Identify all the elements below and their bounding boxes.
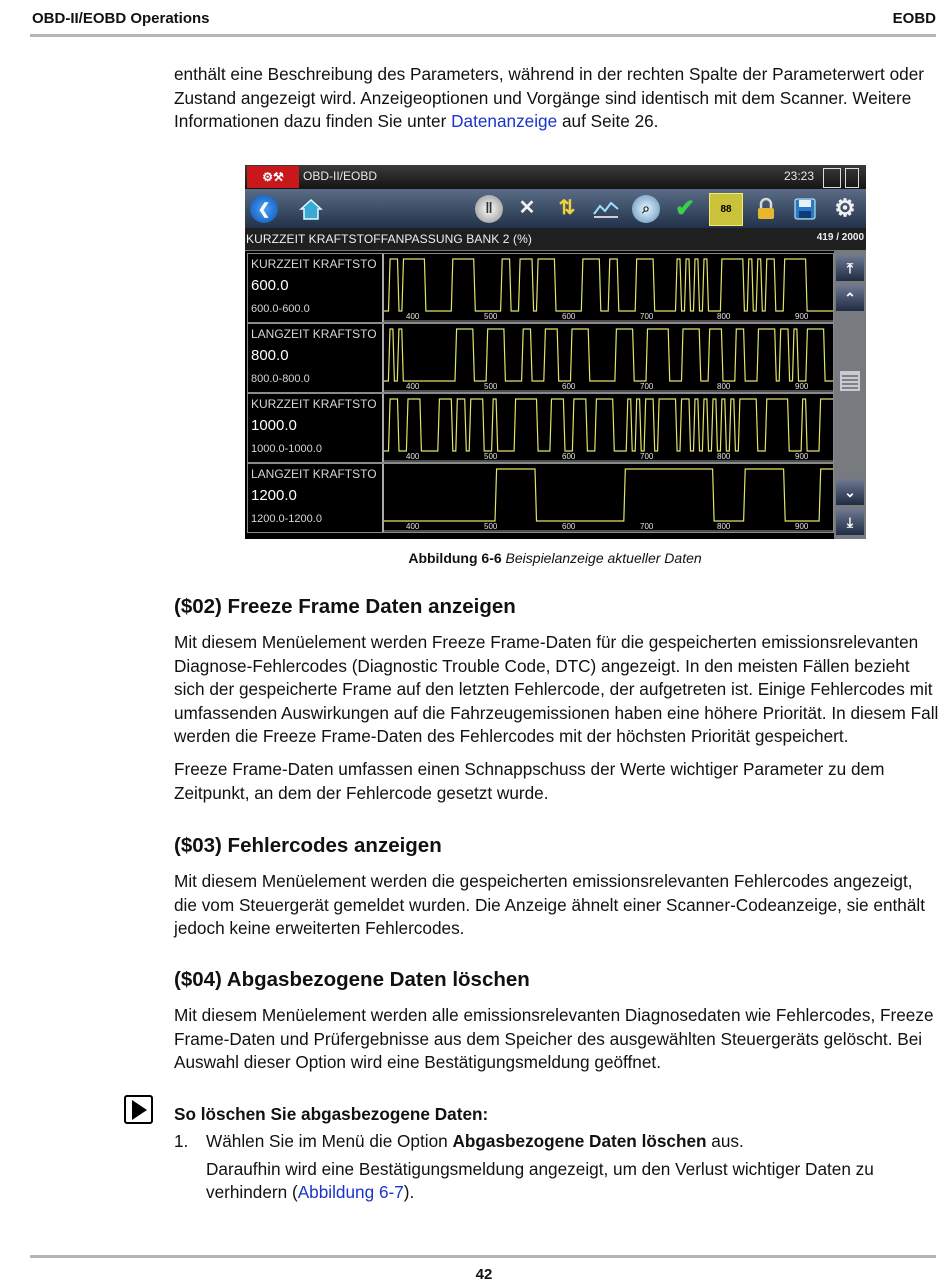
scanner-screenshot (245, 165, 866, 539)
section-heading-02: ($02) Freeze Frame Daten anzeigen (174, 595, 516, 618)
scroll-bar[interactable] (834, 251, 866, 539)
device-toolbar (245, 189, 866, 228)
home-icon (298, 197, 324, 221)
pid-label (248, 464, 384, 532)
section-04-paragraph: Mit diesem Menüelement werden alle emissionsrelevanten Diagnosedaten wie Fehlercodes, Freeze Frame-Daten und Prüfergebnisse aus dem Speicher des ausgewählten Steuergeräts gelöscht. Bei Auswahl dieser Option wird eine Bestätigungsmeldung geöffnet. (174, 1005, 934, 1073)
lock-button[interactable] (750, 193, 782, 224)
signal-trace (384, 469, 833, 521)
lock-icon (756, 197, 776, 221)
procedure-title: So löschen Sie abgasbezogene Daten: (174, 1104, 489, 1124)
x-tick-label: 500 (484, 452, 498, 461)
x-tick-label: 700 (640, 452, 654, 461)
app-logo: ⚙⚒ (247, 166, 299, 188)
back-button[interactable] (248, 193, 280, 224)
zoom-button[interactable] (630, 193, 662, 224)
close-icon: ✕ (518, 197, 536, 219)
x-tick-label: 900 (795, 312, 809, 321)
pid-row[interactable] (247, 393, 834, 463)
x-tick-label: 400 (406, 382, 420, 391)
running-header-section: EOBD (892, 10, 936, 27)
pid-value: 1200.0 (251, 487, 297, 504)
device-title-bar (245, 165, 866, 189)
check-icon: ✔ (674, 195, 696, 222)
x-tick-label: 500 (484, 382, 498, 391)
home-button[interactable] (295, 193, 327, 224)
settings-button[interactable] (829, 193, 861, 224)
menu-option-name: Abgasbezogene Daten löschen (452, 1131, 707, 1151)
pid-label (248, 324, 384, 392)
x-tick-label: 700 (640, 382, 654, 391)
pid-graph (384, 254, 833, 322)
sort-icon: ⇅ (558, 197, 576, 219)
pid-view-button[interactable] (709, 193, 743, 226)
x-tick-label: 600 (562, 522, 576, 531)
pid-range: 1000.0-1000.0 (251, 443, 322, 455)
step-number: 1. (174, 1131, 189, 1151)
datenanzeige-link[interactable]: Datenanzeige (451, 111, 558, 132)
signal-trace (384, 329, 833, 381)
x-tick-label: 800 (717, 312, 731, 321)
battery-icon (845, 168, 859, 188)
x-tick-label: 900 (795, 452, 809, 461)
abbildung-6-7-link[interactable]: Abbildung 6-7 (297, 1181, 404, 1202)
x-tick-label: 500 (484, 312, 498, 321)
running-header-title: OBD-II/EOBD Operations (32, 10, 210, 27)
pid-graph (384, 324, 833, 392)
zoom-icon: ⌕ (632, 195, 660, 223)
device-clock: 23:23 (784, 169, 815, 183)
section-02-paragraph-2: Freeze Frame-Daten umfassen einen Schnappschuss der Werte wichtiger Parameter zu dem Zeitpunkt, an dem der Fehlercode gesetzt wurde. (174, 759, 885, 803)
x-tick-label: 700 (640, 522, 654, 531)
pid-name: KURZZEIT KRAFTSTO (251, 257, 377, 271)
figure-label: Abbildung 6-6 (408, 550, 502, 566)
procedure-icon (124, 1095, 153, 1124)
footer-rule (30, 1255, 936, 1258)
x-tick-label: 500 (484, 522, 498, 531)
header-rule (30, 34, 936, 37)
save-icon (793, 197, 817, 221)
x-tick-label: 600 (562, 312, 576, 321)
device-title: OBD-II/EOBD (303, 169, 378, 183)
scroll-thumb[interactable] (840, 371, 860, 391)
pid-title-bar (245, 228, 866, 251)
check-button[interactable] (669, 193, 701, 224)
x-tick-label: 800 (717, 382, 731, 391)
section-03-paragraph: Mit diesem Menüelement werden die gespeicherten emissionsrelevanten Fehlercodes angezeigt, die vom Steuergerät gemeldet wurden. Die Anzeige ähnelt einer Scanner-Codeanzeige, sie enthält jedoch keine erweiterten Fehlercodes. (174, 871, 925, 939)
pid-name: KURZZEIT KRAFTSTO (251, 397, 377, 411)
pid-graph (384, 464, 833, 532)
pause-icon: ‖ (475, 195, 503, 223)
pid-row[interactable] (247, 253, 834, 323)
x-tick-label: 600 (562, 382, 576, 391)
pid-label (248, 254, 384, 322)
scroll-down-button[interactable] (836, 479, 864, 505)
pid-value: 800.0 (251, 347, 289, 364)
pid-value: 1000.0 (251, 417, 297, 434)
gear-icon: ⚙ (834, 195, 856, 222)
x-tick-label: 900 (795, 382, 809, 391)
pid-row[interactable] (247, 463, 834, 533)
x-tick-label: 800 (717, 452, 731, 461)
pid-view-icon: 88 (720, 204, 732, 215)
pid-range: 600.0-600.0 (251, 303, 310, 315)
sort-button[interactable] (551, 193, 583, 224)
x-tick-label: 600 (562, 452, 576, 461)
pid-counter: 419 / 2000 (816, 232, 864, 243)
signal-trace (384, 399, 833, 451)
double-chevron-up-icon: ⤒ (846, 260, 854, 276)
intro-paragraph: enthält eine Beschreibung des Parameters, während in der rechten Spalte der Parameterwert oder Zustand angezeigt wird. Anzeigeoptionen und Vorgänge sind identisch mit dem Scanner. Weitere Informationen dazu finden Sie unter Datenanzeige auf Seite 26. (174, 64, 924, 132)
signal-trace (384, 259, 833, 311)
pid-range: 1200.0-1200.0 (251, 513, 322, 525)
pause-button[interactable] (473, 193, 505, 224)
section-heading-04: ($04) Abgasbezogene Daten löschen (174, 968, 530, 991)
x-tick-label: 400 (406, 312, 420, 321)
step-text: Wählen Sie im Menü die Option Abgasbezogene Daten löschen aus. (206, 1131, 744, 1151)
section-heading-03: ($03) Fehlercodes anzeigen (174, 834, 442, 857)
pid-name: LANGZEIT KRAFTSTO (251, 327, 377, 341)
step-result: Daraufhin wird eine Bestätigungsmeldung angezeigt, um den Verlust wichtiger Daten zu verhindern (Abbildung 6-7). (206, 1159, 874, 1202)
chevron-down-icon: ⌄ (844, 484, 856, 500)
pid-title: KURZZEIT KRAFTSTOFFANPASSUNG BANK 2 (%) (246, 232, 532, 246)
connection-icon (823, 168, 841, 188)
x-tick-label: 700 (640, 312, 654, 321)
pid-label (248, 394, 384, 462)
figure-title: Beispielanzeige aktueller Daten (505, 550, 702, 566)
pid-graph (384, 394, 833, 462)
double-chevron-down-icon: ⤓ (846, 514, 854, 530)
pid-value: 600.0 (251, 277, 289, 294)
pid-range: 800.0-800.0 (251, 373, 310, 385)
x-tick-label: 900 (795, 522, 809, 531)
section-02-paragraph-1: Mit diesem Menüelement werden Freeze Frame-Daten für die gespeicherten emissionsrelevanten Diagnose-Fehlercodes (Diagnostic Trouble Code, DTC) angezeigt. In den meisten Fällen bezieht sich der gespeicherte Frame auf den letzten Fehlercode, der aufgetreten ist. Einige Fehlercodes mit umfassenden Auswirkungen auf die Fahrzeugemissionen haben eine höhere Priorität. In diesem Fall werden die Freeze Frame-Daten des Fehlercodes mit der höchsten Priorität gespeichert. (174, 632, 939, 747)
back-icon: ❮ (250, 195, 278, 223)
graph-button[interactable] (590, 193, 622, 224)
x-tick-label: 400 (406, 522, 420, 531)
x-tick-label: 400 (406, 452, 420, 461)
scroll-top-button[interactable] (836, 255, 864, 281)
scroll-bottom-button[interactable] (836, 509, 864, 535)
figure-caption (0, 550, 950, 566)
pid-name: LANGZEIT KRAFTSTO (251, 467, 377, 481)
x-tick-label: 800 (717, 522, 731, 531)
save-button[interactable] (789, 193, 821, 224)
graph-icon (592, 198, 620, 220)
pid-row[interactable] (247, 323, 834, 393)
scroll-up-button[interactable] (836, 285, 864, 311)
clear-button[interactable] (511, 193, 543, 224)
page-number: 42 (475, 1266, 493, 1283)
chevron-up-icon: ⌃ (844, 290, 856, 306)
